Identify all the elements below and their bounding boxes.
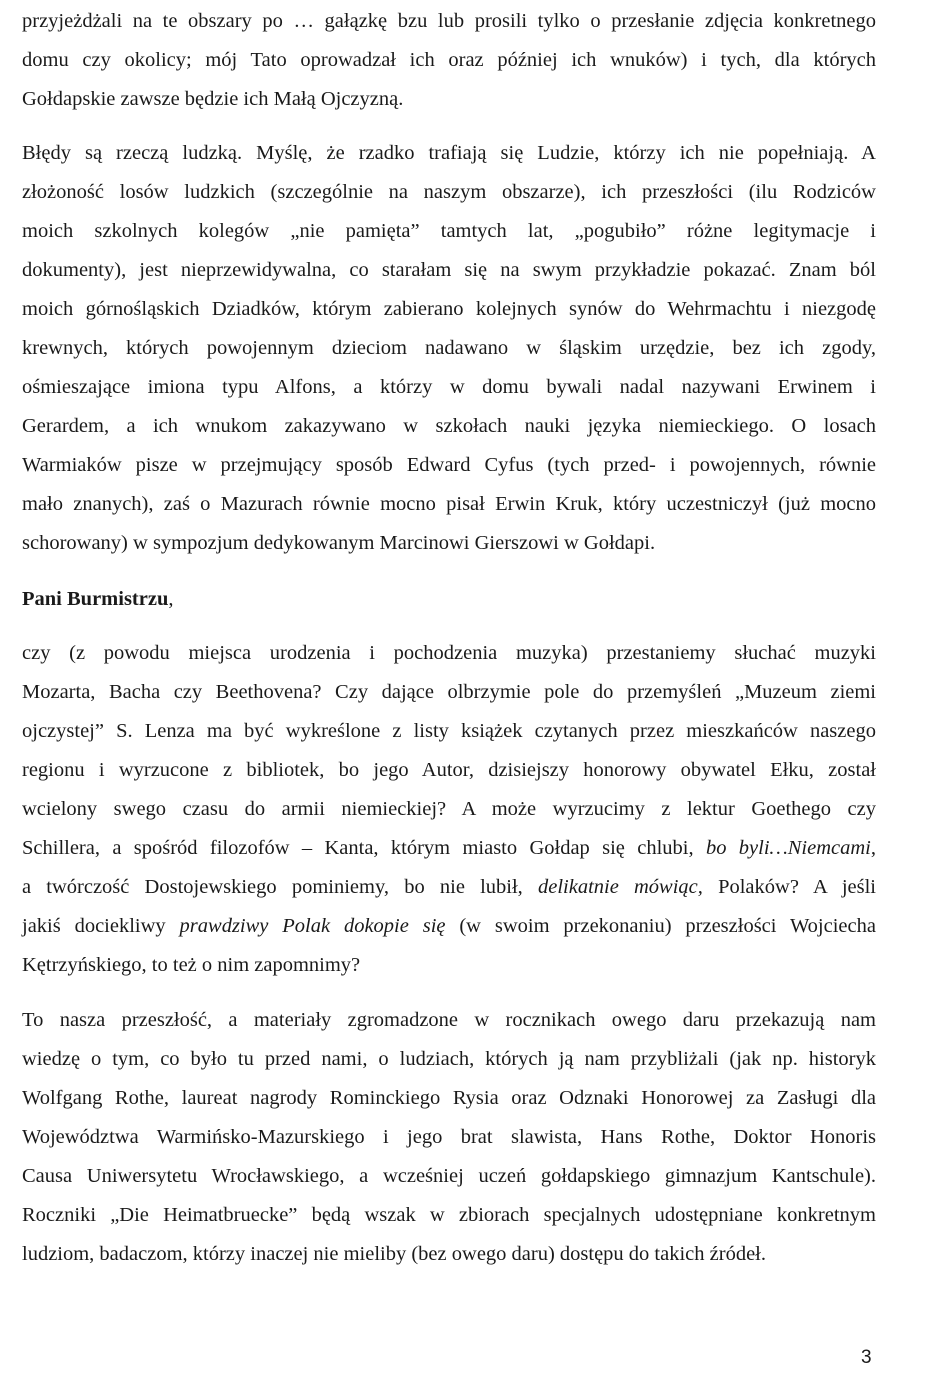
text-line: To nasza przeszłość, a materiały zgromadzone w rocznikach owego daru przekazują nam bbox=[22, 1009, 876, 1031]
text-line: ojczystej” S. Lenza ma być wykreślone z listy książek czytanych przez mieszkańców naszego bbox=[22, 720, 876, 742]
text-line: moich górnośląskich Dziadków, którym zabierano kolejnych synów do Wehrmachtu i niezgodę bbox=[22, 298, 876, 320]
text-line: regionu i wyrzucone z bibliotek, bo jego Autor, dzisiejszy honorowy obywatel Ełku, został bbox=[22, 759, 876, 781]
italic-phrase: delikatnie mówiąc, bbox=[537, 876, 703, 898]
text-line: schorowany) w sympozjum dedykowanym Marcinowi Gierszowi w Gołdapi. bbox=[22, 532, 656, 554]
text-line: a twórczość Dostojewskiego pominiemy, bo nie lubił, delikatnie mówiąc, Polaków? A jeśli bbox=[22, 876, 876, 898]
text-line: dokumenty), jest nieprzewidywalna, co starałam się na swym przykładzie pokazać. Znam ból bbox=[22, 259, 876, 281]
text-line: Schillera, a spośród filozofów – Kanta, którym miasto Gołdap się chlubi, bo byli…Niemcami, bbox=[22, 837, 876, 859]
text-line: przyjeżdżali na te obszary po … gałązkę bzu lub prosili tylko o przesłanie zdjęcia konkretnego bbox=[22, 10, 876, 32]
text-line: Gerardem, a ich wnukom zakazywano w szkołach nauki języka niemieckiego. O losach bbox=[22, 415, 876, 437]
text-line: wcielony swego czasu do armii niemieckiej? A może wyrzucimy z lektur Goethego czy bbox=[22, 798, 876, 820]
text-line: Warmiaków pisze w przejmujący sposób Edward Cyfus (tych przed- i powojennych, równie bbox=[22, 454, 876, 476]
text-line: Kętrzyńskiego, to też o nim zapomnimy? bbox=[22, 954, 361, 976]
text-line: ośmieszające imiona typu Alfons, a którzy w domu bywali nadal nazywani Erwinem i bbox=[22, 376, 876, 398]
italic-phrase: bo byli…Niemcami bbox=[705, 837, 871, 859]
text-line: Wolfgang Rothe, laureat nagrody Rominckiego Rysia oraz Odznaki Honorowej za Zasługi dla bbox=[22, 1087, 876, 1109]
page-number: 3 bbox=[861, 1347, 872, 1368]
paragraph-3 bbox=[22, 634, 876, 985]
salutation-name: Pani Burmistrzu bbox=[22, 588, 169, 610]
salutation-punct: , bbox=[168, 588, 174, 610]
italic-phrase: prawdziwy Polak dokopie się bbox=[179, 915, 446, 937]
text-line: Błędy są rzeczą ludzką. Myślę, że rzadko trafiają się Ludzie, którzy ich nie popełniają. A bbox=[22, 142, 876, 164]
text-line: czy (z powodu miejsca urodzenia i pochodzenia muzyka) przestaniemy słuchać muzyki bbox=[22, 642, 876, 664]
text-line: Mozarta, Bacha czy Beethovena? Czy dające olbrzymie pole do przemyśleń „Muzeum ziemi bbox=[22, 681, 876, 703]
text-line: ludziom, badaczom, którzy inaczej nie mieliby (bez owego daru) dostępu do takich źródeł. bbox=[22, 1243, 766, 1265]
text-line: złożoność losów ludzkich (szczególnie na naszym obszarze), ich przeszłości (ilu Rodziców bbox=[22, 181, 876, 203]
text-line: krewnych, których powojennym dzieciom nadawano w śląskim urzędzie, bez ich zgody, bbox=[22, 337, 876, 359]
paragraph-2 bbox=[22, 134, 876, 563]
paragraph-4 bbox=[22, 1001, 876, 1274]
salutation bbox=[22, 580, 876, 619]
text-line: Causa Uniwersytetu Wrocławskiego, a wcześniej uczeń gołdapskiego gimnazjum Kantschule). bbox=[22, 1165, 876, 1187]
text-line: moich szkolnych kolegów „nie pamięta” tamtych lat, „pogubiło” różne legitymacje i bbox=[22, 220, 876, 242]
paragraph-1 bbox=[22, 2, 876, 119]
text-line: Województwa Warmińsko-Mazurskiego i jego brat slawista, Hans Rothe, Doktor Honoris bbox=[22, 1126, 876, 1148]
text-line: mało znanych), zaś o Mazurach równie mocno pisał Erwin Kruk, który uczestniczył (już mocno bbox=[22, 493, 876, 515]
text-line: domu czy okolicy; mój Tato oprowadzał ich oraz później ich wnuków) i tych, dla których bbox=[22, 49, 876, 71]
text-line: jakiś dociekliwy prawdziwy Polak dokopie się (w swoim przekonaniu) przeszłości Wojciecha bbox=[22, 915, 876, 937]
text-line: Gołdapskie zawsze będzie ich Małą Ojczyzną. bbox=[22, 88, 404, 110]
text-line: Roczniki „Die Heimatbruecke” będą wszak w zbiorach specjalnych udostępniane konkretnym bbox=[22, 1204, 876, 1226]
text-line: wiedzę o tym, co było tu przed nami, o ludziach, których ją nam przybliżali (jak np. historyk bbox=[22, 1048, 876, 1070]
